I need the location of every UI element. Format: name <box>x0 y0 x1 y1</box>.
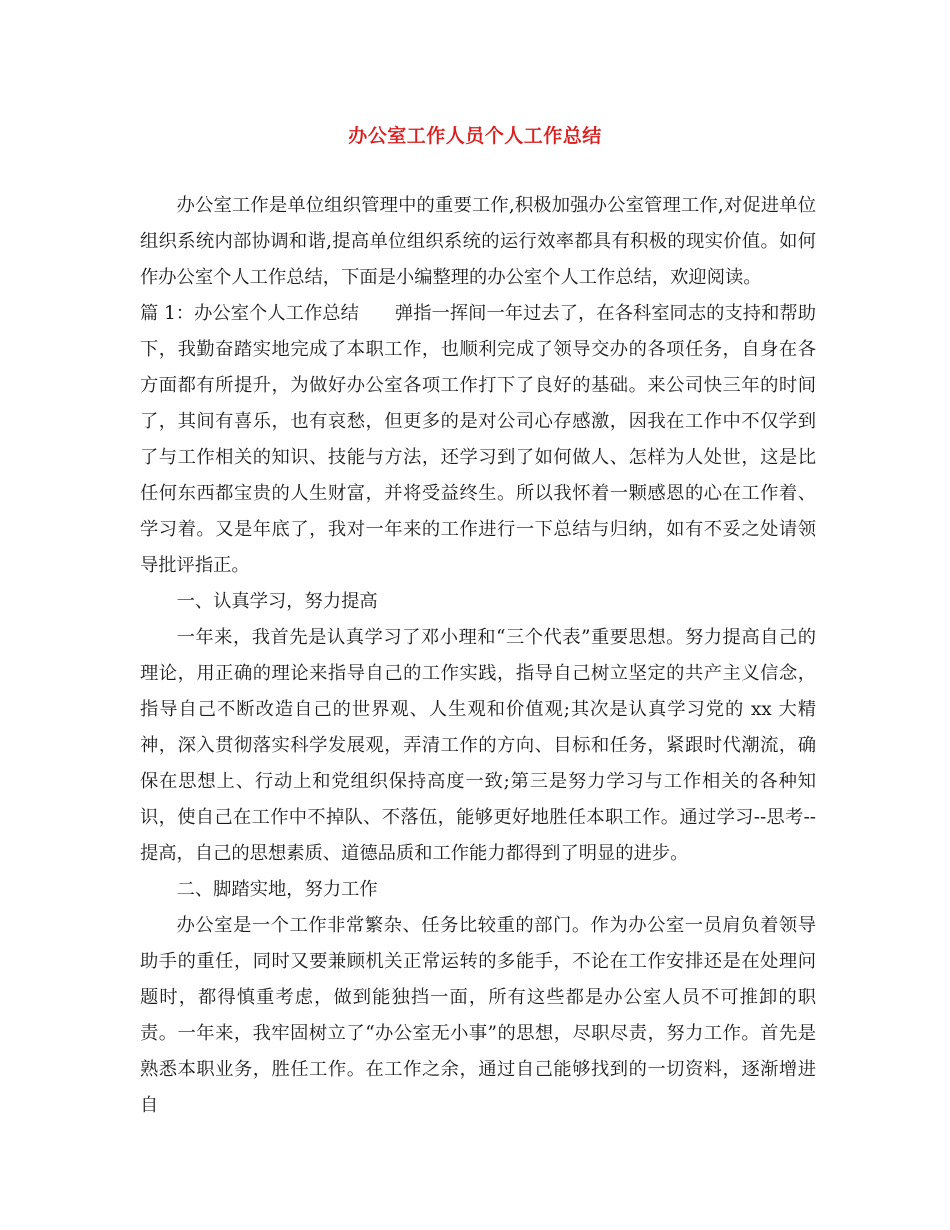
article-opening: 弹指一挥间一年过去了，在各科室同志的支持和帮助下，我勤奋踏实地完成了本职工作，也顺利完成了领导交办的各项任务，自身在各方面都有所提升，为做好办公室各项工作打下了良好的基础。来公司快三年的时间了，其间有喜乐，也有哀愁，但更多的是对公司心存感激，因我在工作中不仅学到了与工作相关的知识、技能与方法，还学习到了如何做人、怎样为人处世，这是比任何东西都宝贵的人生财富，并将受益终生。所以我怀着一颗感恩的心在工作着、学习着。又是年底了，我对一年来的工作进行一下总结与归纳，如有不妥之处请领导批评指正。 <box>140 303 817 576</box>
document-body <box>140 188 816 1124</box>
article-paragraph <box>140 296 816 584</box>
intro-paragraph: 办公室工作是单位组织管理中的重要工作,积极加强办公室管理工作,对促进单位组织系统内部协调和谐,提高单位组织系统的运行效率都具有积极的现实价值。如何作办公室个人工作总结，下面是小编整理的办公室个人工作总结，欢迎阅读。 <box>140 195 816 288</box>
section-heading-2: 二、脚踏实地，努力工作 <box>176 879 378 900</box>
section-body-2: 办公室是一个工作非常繁杂、任务比较重的部门。作为办公室一员肩负着领导助手的重任，同时又要兼顾机关正常运转的多能手，不论在工作安排还是在处理问题时，都得慎重考虑，做到能独挡一面，所有这些都是办公室人员不可推卸的职责。一年来，我牢固树立了“办公室无小事”的思想，尽职尽责，努力工作。首先是熟悉本职业务，胜任工作。在工作之余，通过自己能够找到的一切资料，逐渐增进自 <box>140 915 816 1116</box>
section-body-1: 一年来，我首先是认真学习了邓小理和“三个代表”重要思想。努力提高自己的理论，用正确的理论来指导自己的工作实践，指导自己树立坚定的共产主义信念，指导自己不断改造自己的世界观、人生观和价值观;其次是认真学习党的 xx 大精神，深入贯彻落实科学发展观，弄清工作的方向、目标和任务，紧跟时代潮流，确保在思想上、行动上和党组织保持高度一致;第三是努力学习与工作相关的各种知识，使自己在工作中不掉队、不落伍，能够更好地胜任本职工作。通过学习--思考--提高，自己的思想素质、道德品质和工作能力都得到了明显的进步。 <box>140 627 816 864</box>
section-heading-1: 一、认真学习，努力提高 <box>176 591 378 612</box>
document-title: 办公室工作人员个人工作总结 <box>348 125 602 147</box>
article-label: 篇 1：办公室个人工作总结 <box>140 303 359 324</box>
